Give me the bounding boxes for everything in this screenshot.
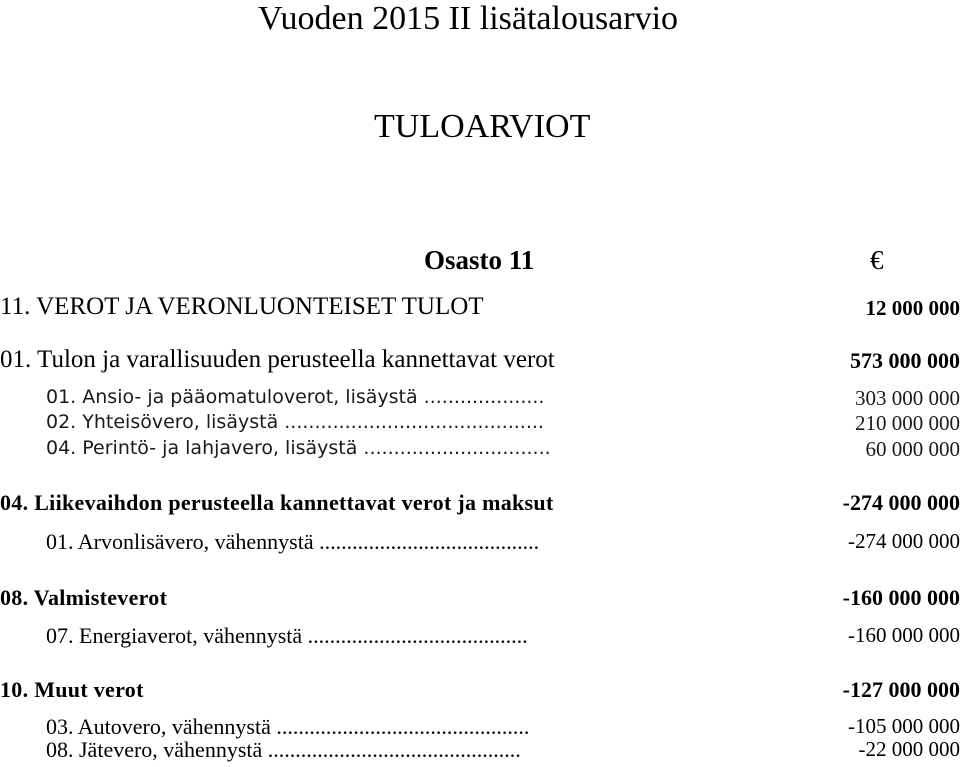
item-label: 04. Perintö- ja lahjavero, lisäystä ............................... (46, 437, 551, 459)
item-amount: -160 000 000 (848, 623, 960, 648)
section-title: TULOARVIOT (374, 108, 590, 146)
item-row (0, 437, 960, 467)
currency-symbol: € (870, 245, 884, 276)
item-amount: -274 000 000 (848, 529, 960, 554)
item-amount: 210 000 000 (855, 411, 960, 436)
group-label: 04. Liikevaihdon perusteella kannettavat verot ja maksut (0, 490, 554, 516)
group-row (0, 585, 960, 615)
item-label: 02. Yhteisövero, lisäystä ........................................... (46, 411, 544, 433)
main-heading-row (0, 293, 960, 323)
item-label: 07. Energiaverot, vähennystä ........................................ (46, 623, 528, 649)
group-amount: -274 000 000 (843, 490, 960, 516)
group-amount: 573 000 000 (850, 348, 960, 374)
item-amount: -105 000 000 (848, 714, 960, 739)
item-label: 01. Arvonlisävero, vähennystä ........................................ (46, 529, 539, 555)
group-row (0, 677, 960, 707)
group-amount: -160 000 000 (843, 585, 960, 611)
department-label: Osasto 11 (424, 245, 534, 276)
item-amount: -22 000 000 (859, 737, 960, 762)
group-label: 01. Tulon ja varallisuuden perusteella kannettavat verot (0, 346, 555, 374)
group-row (0, 346, 960, 376)
main-heading-amount: 12 000 000 (866, 296, 960, 321)
item-label: 01. Ansio- ja pääomatuloverot, lisäystä .................... (46, 386, 544, 408)
group-label: 08. Valmisteverot (0, 585, 167, 611)
item-label: 08. Jätevero, vähennystä .............................................. (46, 737, 521, 763)
document-title: Vuoden 2015 II lisätalousarvio (258, 0, 960, 38)
item-amount: 303 000 000 (855, 386, 960, 411)
item-row (0, 623, 960, 653)
item-label: 03. Autovero, vähennystä .............................................. (46, 714, 529, 740)
item-row (0, 529, 960, 559)
group-row (0, 490, 960, 520)
main-heading-label: 11. VEROT JA VERONLUONTEISET TULOT (0, 293, 484, 321)
group-label: 10. Muut verot (0, 677, 144, 703)
item-amount: 60 000 000 (866, 437, 960, 462)
group-amount: -127 000 000 (843, 677, 960, 703)
